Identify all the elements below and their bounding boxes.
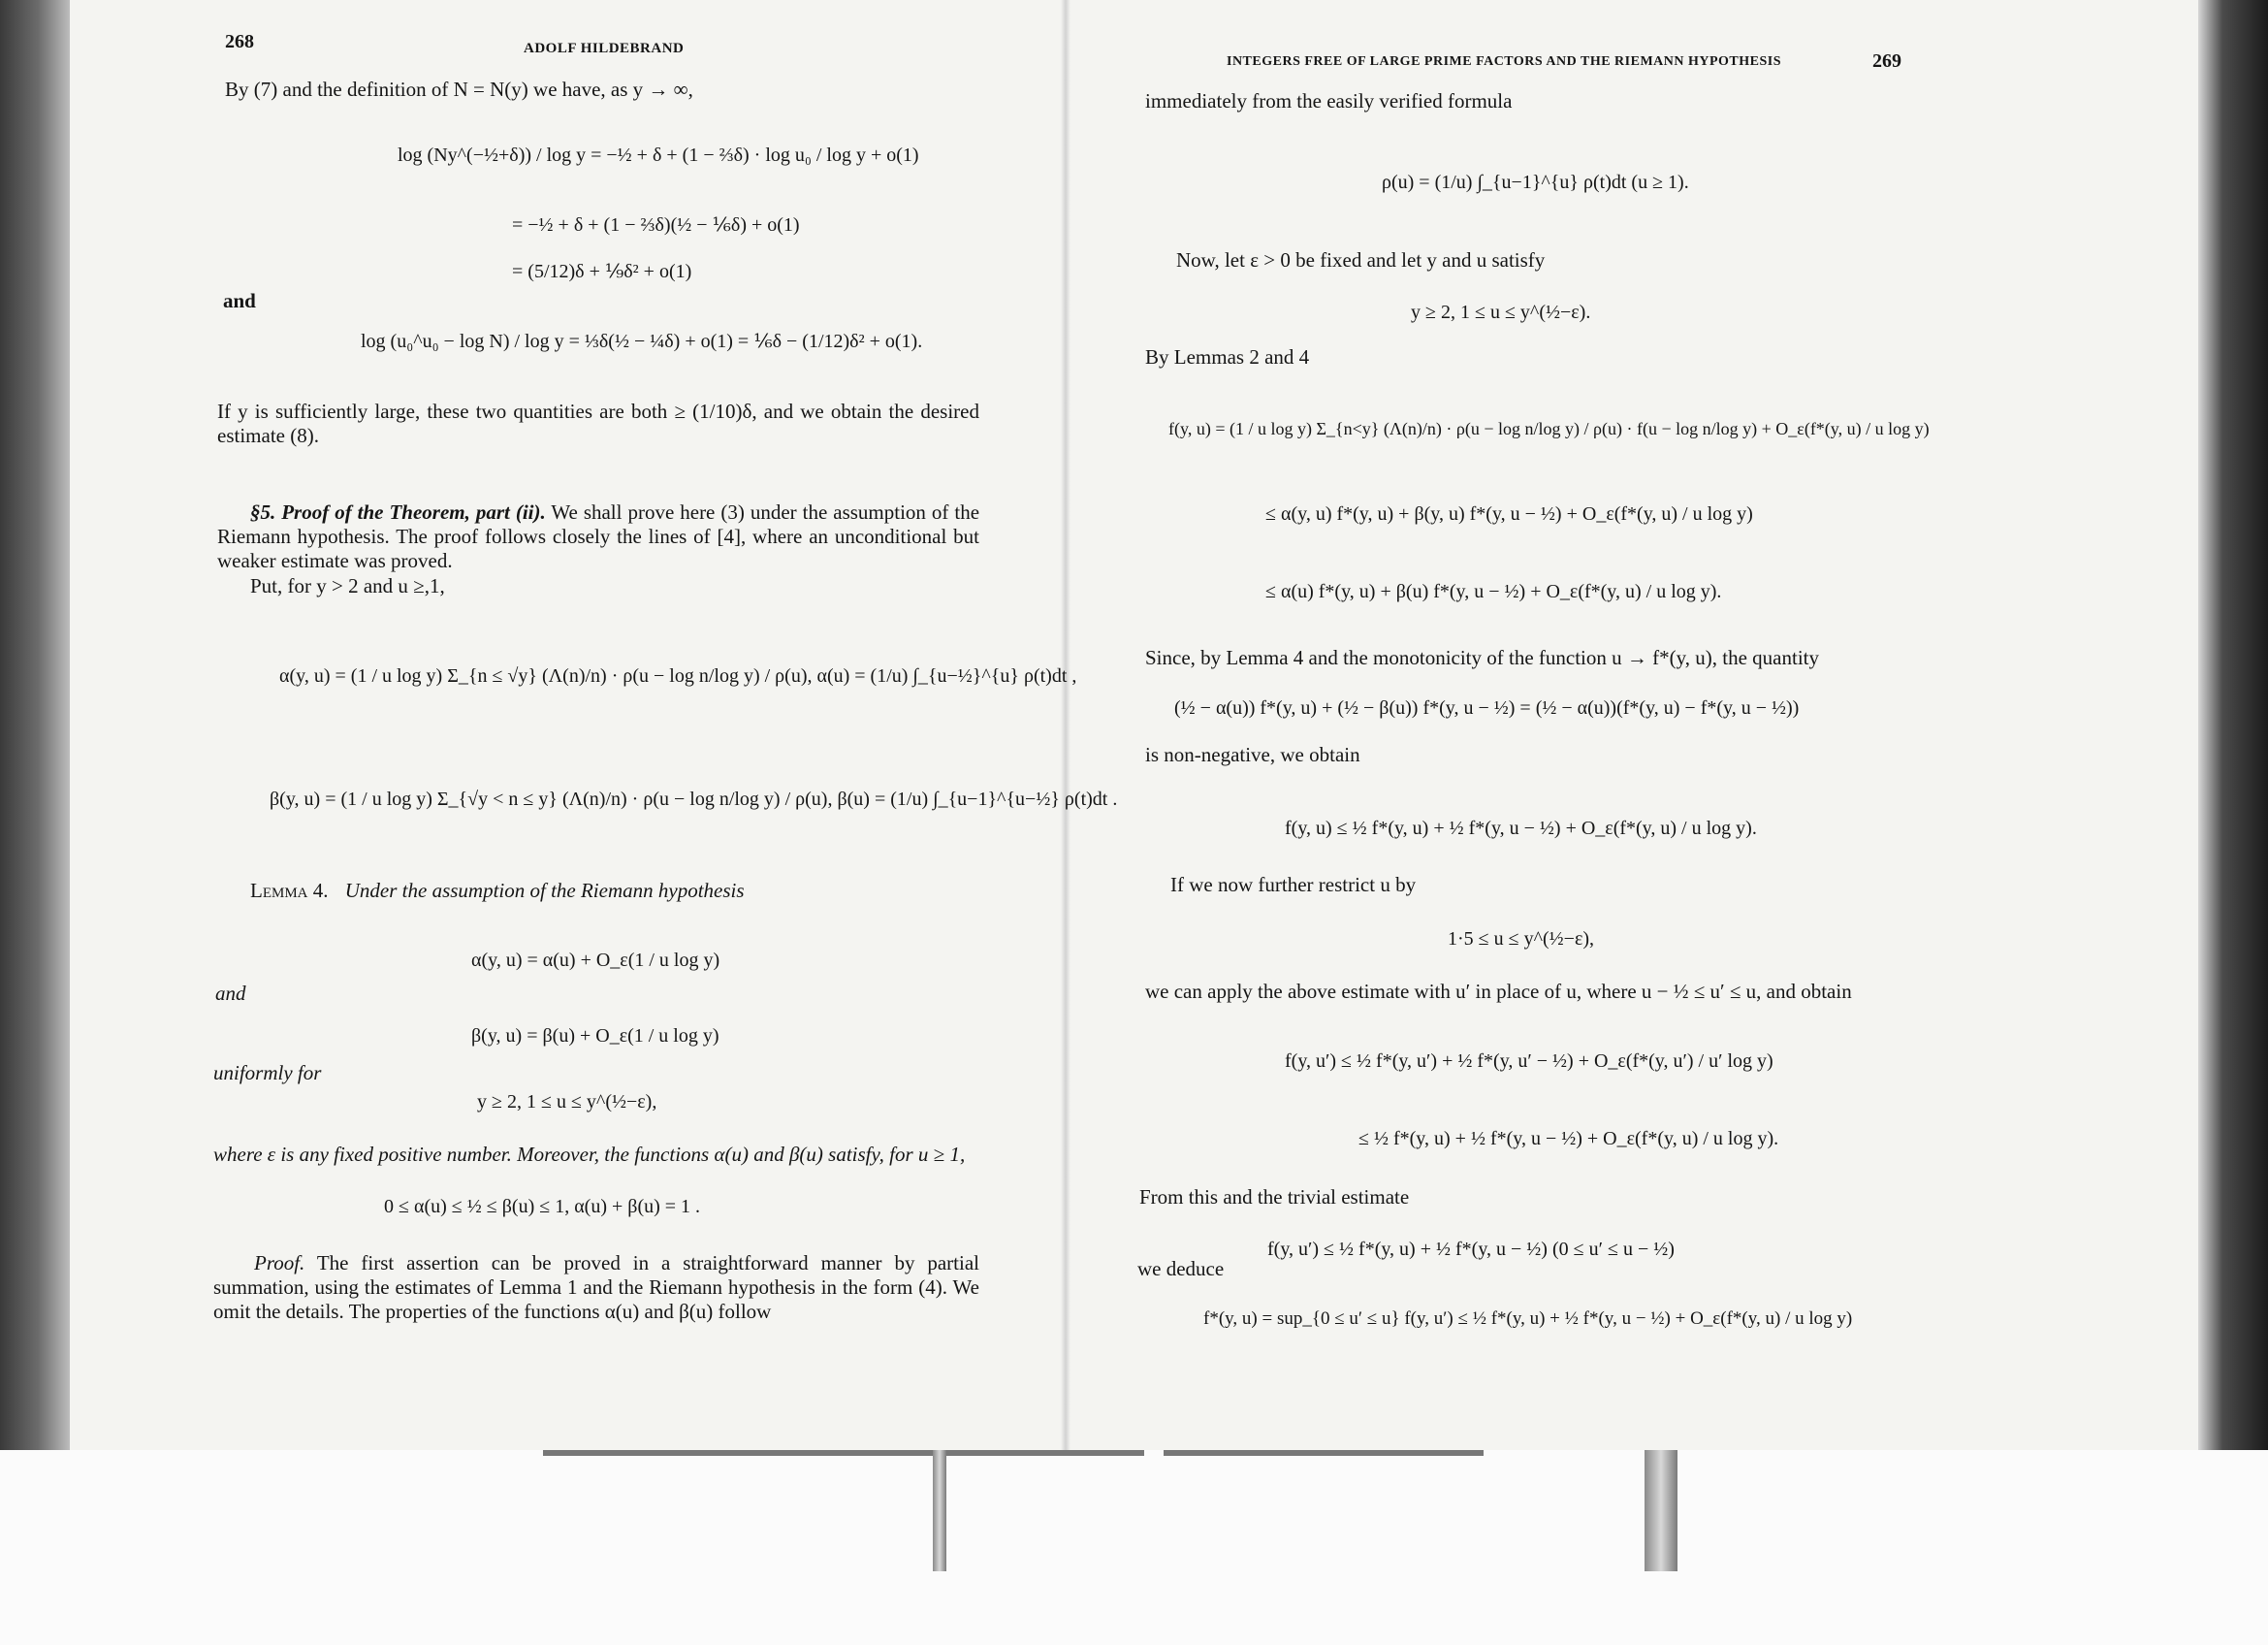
rho-equation: ρ(u) = (1/u) ∫_{u−1}^{u} ρ(t)dt (u ≥ 1).	[1382, 172, 1689, 193]
now-let-line: Now, let ε > 0 be fixed and let y and u satisfy	[1176, 248, 1546, 272]
lemma-eq-beta: β(y, u) = β(u) + O_ε(1 / u log y)	[471, 1025, 719, 1047]
f-estimate: f(y, u) ≤ ½ f*(y, u) + ½ f*(y, u − ½) + O_ε(f*(y, u) / u log y).	[1285, 818, 1757, 839]
proof-paragraph	[213, 1251, 979, 1324]
book-spine	[1061, 0, 1070, 1450]
lemma-statement: Under the assumption of the Riemann hypothesis	[344, 879, 745, 902]
range-2: 1·5 ≤ u ≤ y^(½−ε),	[1448, 928, 1594, 950]
equation-4: log (u₀^u₀ − log N) / log y = ⅓δ(½ − ¼δ) + o(1) = ⅙δ − (1/12)δ² + o(1).	[361, 331, 923, 352]
we-deduce-line: we deduce	[1137, 1257, 1225, 1280]
lemma-heading: Lemma 4.	[250, 879, 329, 902]
scan-clip-shadow	[1645, 1450, 1677, 1571]
alpha-beta-inequality: 0 ≤ α(u) ≤ ½ ≤ β(u) ≤ 1, α(u) + β(u) = 1 .	[384, 1196, 701, 1217]
f-prime-equation-2: ≤ ½ f*(y, u) + ½ f*(y, u − ½) + O_ε(f*(y, u) / u log y).	[1358, 1128, 1779, 1149]
by-lemmas-line: By Lemmas 2 and 4	[1145, 345, 1310, 369]
sup-equation: f*(y, u) = sup_{0 ≤ u′ ≤ u} f(y, u′) ≤ ½ f*(y, u) + ½ f*(y, u − ½) + O_ε(f*(y, u) / u log y)	[1203, 1308, 1853, 1329]
scan-shadow-line	[543, 1450, 1144, 1456]
from-this-line: From this and the trivial estimate	[1139, 1185, 1410, 1209]
trivial-estimate: f(y, u′) ≤ ½ f*(y, u) + ½ f*(y, u − ½) (0 ≤ u′ ≤ u − ½)	[1267, 1239, 1675, 1260]
f-equation-1: f(y, u) = (1 / u log y) Σ_{n<y} (Λ(n)/n) · ρ(u − log n/log y) / ρ(u) · f(u − log n/log y) + O_ε(f*(y, u) / u log y)	[1168, 419, 1930, 438]
intro-line: By (7) and the definition of N = N(y) we have, as y → ∞,	[225, 78, 693, 101]
restrict-line: If we now further restrict u by	[1170, 873, 1417, 896]
alpha-definition: α(y, u) = (1 / u log y) Σ_{n ≤ √y} (Λ(n)/n) · ρ(u − log n/log y) / ρ(u), α(u) = (1/u) ∫_{u−½}^{u} ρ(t)dt ,	[279, 665, 1077, 687]
section-heading: §5. Proof of the Theorem, part (ii).	[250, 500, 546, 524]
lemma-eq-alpha: α(y, u) = α(u) + O_ε(1 / u log y)	[471, 950, 720, 971]
equation-1: log (Ny^(−½+δ)) / log y = −½ + δ + (1 − ⅔δ) · log u₀ / log y + o(1)	[398, 145, 919, 166]
put-line: Put, for y > 2 and u ≥,1,	[250, 574, 445, 597]
lemma-4	[250, 879, 745, 903]
scan-clip-shadow	[933, 1450, 946, 1571]
left-page	[194, 0, 1118, 1450]
f-prime-equation-1: f(y, u′) ≤ ½ f*(y, u′) + ½ f*(y, u′ − ½) + O_ε(f*(y, u′) / u′ log y)	[1285, 1050, 1773, 1072]
proof-heading: Proof.	[254, 1251, 305, 1274]
section-5	[217, 500, 979, 573]
lemma-where: where ε is any fixed positive number. Moreover, the functions α(u) and β(u) satisfy, for u ≥ 1,	[213, 1143, 966, 1166]
equation-2: = −½ + δ + (1 − ⅔δ)(½ − ⅙δ) + o(1)	[512, 214, 800, 236]
since-line: Since, by Lemma 4 and the monotonicity of the function u → f*(y, u), the quantity	[1145, 646, 1819, 669]
apply-paragraph: we can apply the above estimate with u′ in place of u, where u − ½ ≤ u′ ≤ u, and obtain	[1145, 980, 1852, 1003]
and-italic-label: and	[215, 982, 246, 1005]
scan-bottom-margin	[0, 1450, 2268, 1645]
page-number: 268	[225, 31, 254, 52]
scan-shadow-line	[1164, 1450, 1484, 1456]
formula-intro: immediately from the easily verified formula	[1145, 89, 1513, 113]
running-head: INTEGERS FREE OF LARGE PRIME FACTORS AND THE RIEMANN HYPOTHESIS	[1227, 54, 1782, 69]
proof-body: The first assertion can be proved in a straightforward manner by partial summation, using the estimates of Lemma 1 and the Riemann hypothesis in the form (4). We omit the details. The properties of the functions α(u) and β(u) follow	[213, 1251, 980, 1323]
paragraph-estimate: If y is sufficiently large, these two quantities are both ≥ (1/10)δ, and we obtain the desired estimate (8).	[217, 400, 979, 447]
and-label: and	[223, 289, 256, 312]
scan-right-edge	[2198, 0, 2268, 1474]
running-head: ADOLF HILDEBRAND	[524, 41, 685, 56]
section-body: We shall prove here (3) under the assumption of the Riemann hypothesis. The proof follows closely the lines of [4], where an unconditional but weaker estimate was proved.	[217, 500, 980, 572]
uniformly-label: uniformly for	[213, 1061, 322, 1084]
scan-left-edge	[0, 0, 70, 1455]
lemma-range: y ≥ 2, 1 ≤ u ≤ y^(½−ε),	[477, 1091, 657, 1113]
page-number: 269	[1872, 50, 1901, 72]
non-negative-line: is non-negative, we obtain	[1145, 743, 1360, 766]
beta-definition: β(y, u) = (1 / u log y) Σ_{√y < n ≤ y} (Λ(n)/n) · ρ(u − log n/log y) / ρ(u), β(u) = (1/u) ∫_{u−1}^{u−½} ρ(t)dt .	[270, 789, 1118, 810]
range-condition: y ≥ 2, 1 ≤ u ≤ y^(½−ε).	[1411, 302, 1591, 323]
quantity-equation: (½ − α(u)) f*(y, u) + (½ − β(u)) f*(y, u − ½) = (½ − α(u))(f*(y, u) − f*(y, u − ½))	[1174, 697, 1800, 719]
equation-3: = (5/12)δ + ⅑δ² + o(1)	[512, 261, 692, 282]
right-page	[1130, 0, 1930, 1450]
f-equation-3: ≤ α(u) f*(y, u) + β(u) f*(y, u − ½) + O_ε(f*(y, u) / u log y).	[1265, 581, 1722, 602]
f-equation-2: ≤ α(y, u) f*(y, u) + β(y, u) f*(y, u − ½) + O_ε(f*(y, u) / u log y)	[1265, 503, 1753, 525]
